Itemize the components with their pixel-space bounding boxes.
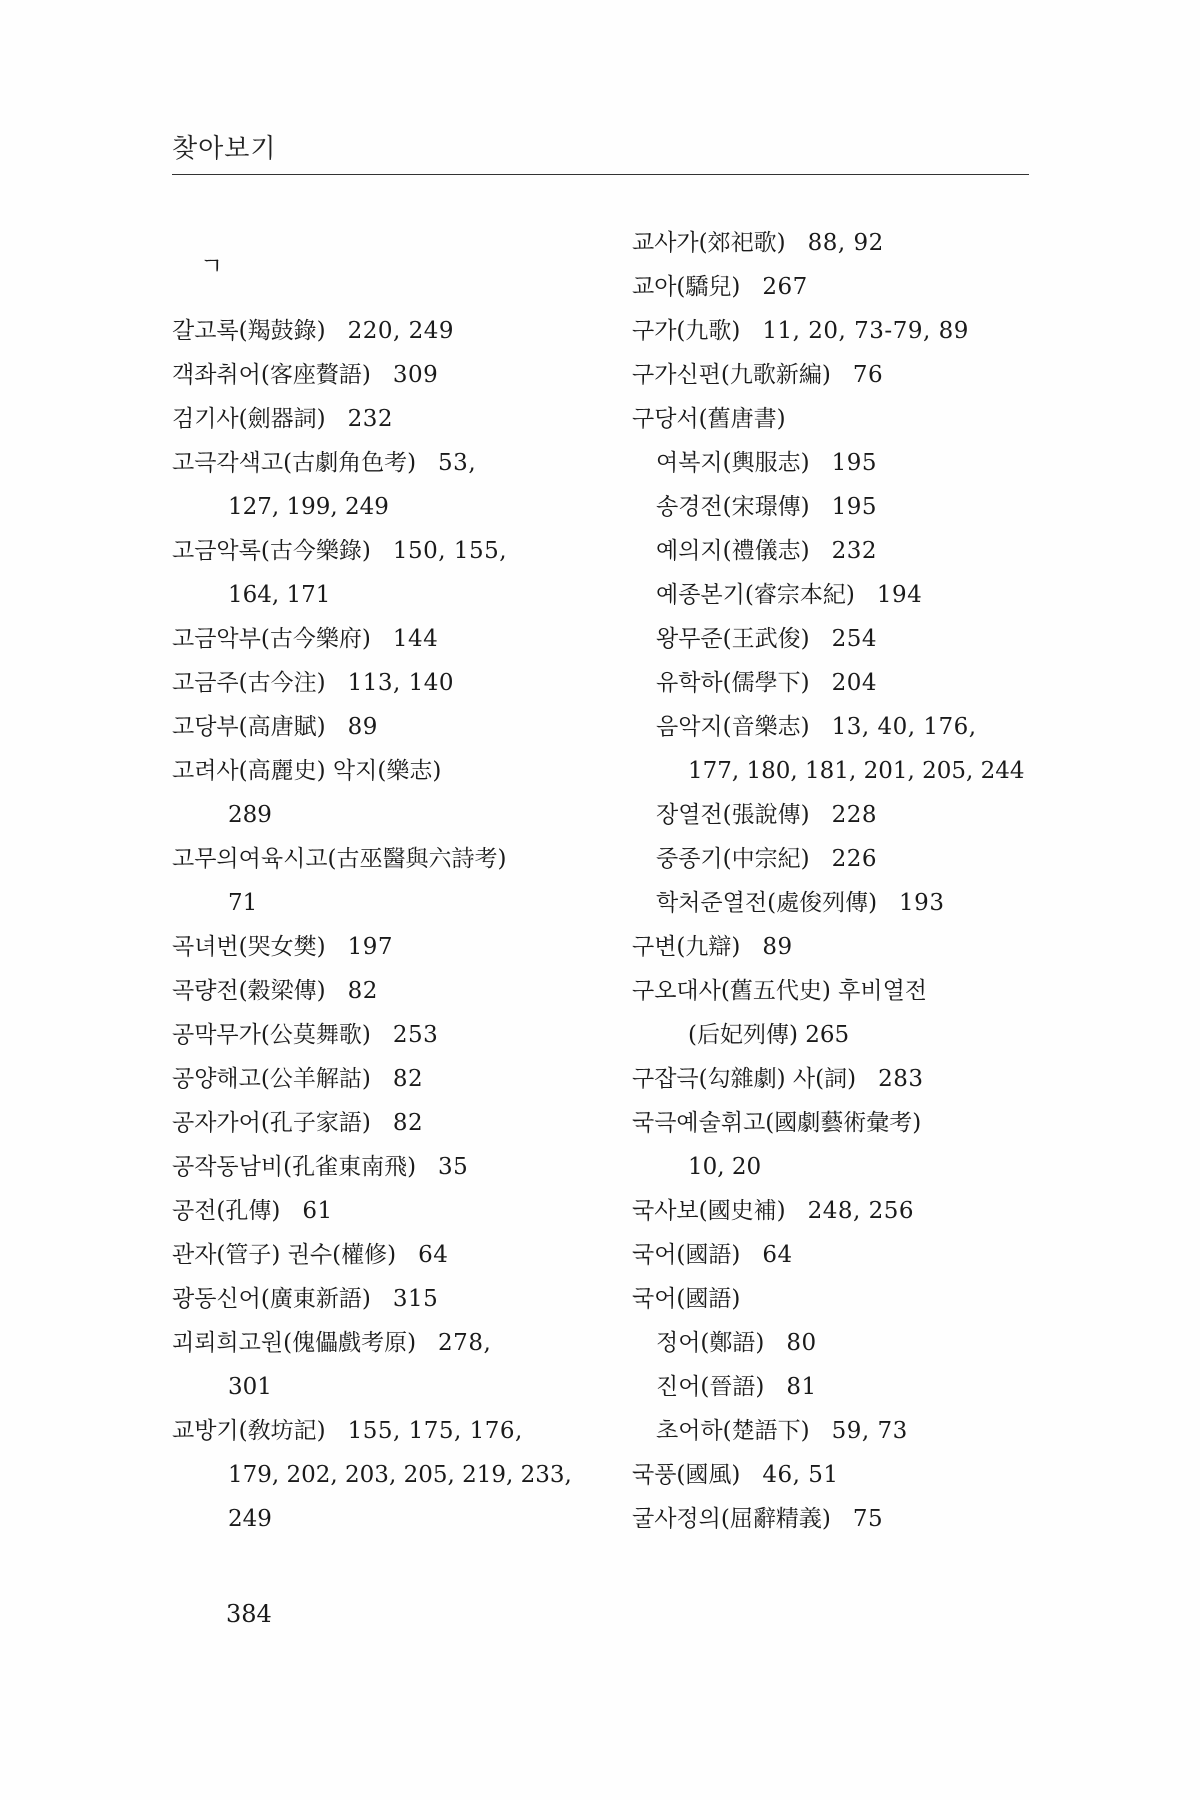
index-entry bbox=[632, 1365, 1052, 1409]
index-term: 구가(九歌) bbox=[632, 318, 741, 344]
index-page-refs: 309 bbox=[392, 362, 439, 388]
index-term: 괴뢰희고원(傀儡戲考原) bbox=[172, 1330, 417, 1356]
index-continuation: 164, 171 bbox=[228, 582, 331, 608]
index-entry bbox=[172, 1189, 592, 1233]
index-page-refs: 228 bbox=[831, 802, 878, 828]
index-page-refs: 59, 73 bbox=[831, 1418, 908, 1444]
index-subterm: 왕무준(王武俊) bbox=[656, 626, 810, 652]
index-entry bbox=[172, 925, 592, 969]
index-page-refs: 226 bbox=[831, 846, 878, 872]
index-subterm: 유학하(儒學下) bbox=[656, 670, 810, 696]
index-page-refs: 283 bbox=[878, 1066, 924, 1092]
index-continuation: 71 bbox=[228, 890, 258, 916]
index-page-refs: 13, 40, 176, bbox=[831, 714, 977, 740]
index-page-refs: 11, 20, 73-79, 89 bbox=[762, 318, 969, 344]
index-term: 국풍(國風) bbox=[632, 1462, 741, 1488]
index-entry bbox=[632, 617, 1052, 661]
index-entry bbox=[632, 529, 1052, 573]
index-page-refs: 53, bbox=[438, 450, 477, 476]
index-term: 공양해고(公羊解詁) bbox=[172, 1066, 371, 1092]
index-subterm: 장열전(張說傳) bbox=[656, 802, 810, 828]
index-entry bbox=[632, 485, 1052, 529]
index-term: 구오대사(舊五代史) 후비열전 bbox=[632, 978, 928, 1004]
index-page-refs: 220, 249 bbox=[347, 318, 455, 344]
index-page-refs: 194 bbox=[876, 582, 923, 608]
index-page-refs: 232 bbox=[347, 406, 394, 432]
index-continuation: 289 bbox=[228, 802, 272, 828]
index-term: 공막무가(公莫舞歌) bbox=[172, 1022, 371, 1048]
index-term: 구당서(舊唐書) bbox=[632, 406, 786, 432]
index-term: 객좌취어(客座贅語) bbox=[172, 362, 371, 388]
index-entry bbox=[632, 969, 1052, 1013]
index-entry bbox=[172, 441, 592, 485]
index-subterm: 예의지(禮儀志) bbox=[656, 538, 810, 564]
index-page-refs: 61 bbox=[302, 1198, 333, 1224]
index-continuation: 249 bbox=[228, 1506, 272, 1532]
index-entry bbox=[632, 309, 1052, 353]
index-term: 갈고록(羯鼓錄) bbox=[172, 318, 326, 344]
index-entry bbox=[172, 397, 592, 441]
index-term: 고금주(古今注) bbox=[172, 670, 326, 696]
index-term: 곡량전(穀梁傳) bbox=[172, 978, 326, 1004]
index-entry bbox=[632, 1013, 1052, 1057]
index-entry bbox=[632, 661, 1052, 705]
index-page-refs: 315 bbox=[392, 1286, 439, 1312]
index-entry bbox=[172, 1145, 592, 1189]
index-continuation: 301 bbox=[228, 1374, 272, 1400]
index-page-refs: 64 bbox=[418, 1242, 449, 1268]
index-entry bbox=[172, 749, 592, 793]
index-entry bbox=[632, 265, 1052, 309]
index-entry bbox=[172, 1013, 592, 1057]
index-entry bbox=[632, 837, 1052, 881]
index-term: 국극예술휘고(國劇藝術彙考) bbox=[632, 1110, 922, 1136]
index-term: 굴사정의(屈辭精義) bbox=[632, 1506, 831, 1532]
index-term: 공작동남비(孔雀東南飛) bbox=[172, 1154, 417, 1180]
index-entry bbox=[172, 1365, 592, 1409]
index-entry bbox=[172, 881, 592, 925]
index-term: 교방기(敎坊記) bbox=[172, 1418, 326, 1444]
index-page-refs: 155, 175, 176, bbox=[347, 1418, 523, 1444]
index-entry bbox=[632, 573, 1052, 617]
index-term: 곡녀번(哭女樊) bbox=[172, 934, 326, 960]
index-entry bbox=[172, 617, 592, 661]
index-entry bbox=[172, 1409, 592, 1453]
index-entry bbox=[172, 661, 592, 705]
index-page-refs: 89 bbox=[762, 934, 793, 960]
index-page-refs: 278, bbox=[438, 1330, 492, 1356]
index-page-refs: 82 bbox=[392, 1066, 424, 1092]
index-subterm: 정어(鄭語) bbox=[656, 1330, 765, 1356]
page-number: 384 bbox=[226, 1600, 272, 1628]
index-page-refs: 193 bbox=[899, 890, 945, 916]
index-page-refs: 75 bbox=[852, 1506, 884, 1532]
index-entry bbox=[172, 309, 592, 353]
index-term: 고당부(高唐賦) bbox=[172, 714, 326, 740]
index-entry bbox=[632, 441, 1052, 485]
index-term: 고금악록(古今樂錄) bbox=[172, 538, 371, 564]
index-entry bbox=[632, 1145, 1052, 1189]
index-page-refs: 197 bbox=[347, 934, 394, 960]
index-entry bbox=[172, 1321, 592, 1365]
index-entry bbox=[632, 353, 1052, 397]
index-entry bbox=[172, 705, 592, 749]
index-entry bbox=[632, 1409, 1052, 1453]
index-continuation: (后妃列傳) 265 bbox=[688, 1022, 850, 1048]
index-subterm: 예종본기(睿宗本紀) bbox=[656, 582, 855, 608]
index-term: 고무의여육시고(古巫醫與六詩考) bbox=[172, 846, 507, 872]
index-term: 공전(孔傳) bbox=[172, 1198, 281, 1224]
index-entry bbox=[632, 881, 1052, 925]
page-header-title: 찾아보기 bbox=[172, 134, 277, 164]
index-entry bbox=[172, 529, 592, 573]
index-term: 고금악부(古今樂府) bbox=[172, 626, 371, 652]
index-term: 국어(國語) bbox=[632, 1286, 741, 1312]
index-entry bbox=[172, 1277, 592, 1321]
index-term: 관자(管子) 권수(權修) bbox=[172, 1242, 397, 1268]
index-entry bbox=[172, 1101, 592, 1145]
index-subterm: 진어(晉語) bbox=[656, 1374, 765, 1400]
index-subterm: 중종기(中宗紀) bbox=[656, 846, 810, 872]
index-term: 구잡극(勾雜劇) 사(詞) bbox=[632, 1066, 857, 1092]
index-page-refs: 46, 51 bbox=[762, 1462, 839, 1488]
index-page-refs: 253 bbox=[392, 1022, 439, 1048]
index-page-refs: 144 bbox=[392, 626, 439, 652]
index-subterm: 학처준열전(處俊列傳) bbox=[656, 890, 878, 916]
index-page-refs: 195 bbox=[831, 450, 878, 476]
index-entry bbox=[632, 793, 1052, 837]
index-term: 구가신편(九歌新編) bbox=[632, 362, 831, 388]
index-term: 검기사(劍器詞) bbox=[172, 406, 326, 432]
index-page-refs: 150, 155, bbox=[392, 538, 508, 564]
index-entry bbox=[632, 1233, 1052, 1277]
index-entry bbox=[632, 1101, 1052, 1145]
index-entry bbox=[172, 353, 592, 397]
index-entry bbox=[172, 793, 592, 837]
index-page-refs: 80 bbox=[786, 1330, 817, 1356]
index-term: 구변(九辯) bbox=[632, 934, 741, 960]
index-entry bbox=[172, 573, 592, 617]
index-entry bbox=[172, 969, 592, 1013]
index-column-right bbox=[632, 221, 1052, 1541]
index-page-refs: 35 bbox=[438, 1154, 469, 1180]
index-term: 광동신어(廣東新語) bbox=[172, 1286, 371, 1312]
index-subterm: 여복지(輿服志) bbox=[656, 450, 810, 476]
index-entry bbox=[632, 1277, 1052, 1321]
index-page-refs: 81 bbox=[786, 1374, 817, 1400]
index-entry bbox=[632, 221, 1052, 265]
index-continuation: 127, 199, 249 bbox=[228, 494, 389, 520]
index-term: 국사보(國史補) bbox=[632, 1198, 786, 1224]
index-term: 고극각색고(古劇角色考) bbox=[172, 450, 417, 476]
index-entry bbox=[632, 1453, 1052, 1497]
index-page-refs: 82 bbox=[347, 978, 378, 1004]
index-term: 교사가(郊祀歌) bbox=[632, 230, 786, 256]
index-term: 고려사(高麗史) 악지(樂志) bbox=[172, 758, 442, 784]
header-divider bbox=[172, 174, 1029, 175]
index-entry bbox=[172, 1497, 592, 1541]
index-entry bbox=[632, 705, 1052, 749]
index-entry bbox=[172, 1453, 592, 1497]
index-page-refs: 248, 256 bbox=[807, 1198, 915, 1224]
index-subterm: 송경전(宋璟傳) bbox=[656, 494, 810, 520]
index-entry bbox=[632, 1057, 1052, 1101]
index-page-refs: 89 bbox=[347, 714, 378, 740]
index-page-refs: 232 bbox=[831, 538, 878, 564]
index-page-refs: 195 bbox=[831, 494, 878, 520]
index-page-refs: 204 bbox=[831, 670, 878, 696]
index-column-left bbox=[172, 309, 592, 1541]
index-entry bbox=[632, 925, 1052, 969]
index-entry bbox=[172, 1233, 592, 1277]
index-page-refs: 267 bbox=[762, 274, 808, 300]
index-continuation: 179, 202, 203, 205, 219, 233, bbox=[228, 1462, 572, 1488]
index-subterm: 초어하(楚語下) bbox=[656, 1418, 810, 1444]
index-term: 국어(國語) bbox=[632, 1242, 741, 1268]
index-page-refs: 82 bbox=[392, 1110, 424, 1136]
index-page-refs: 76 bbox=[852, 362, 884, 388]
index-page-refs: 254 bbox=[831, 626, 878, 652]
index-entry bbox=[632, 1321, 1052, 1365]
index-continuation: 10, 20 bbox=[688, 1154, 762, 1180]
index-entry bbox=[632, 397, 1052, 441]
index-entry bbox=[632, 1497, 1052, 1541]
index-continuation: 177, 180, 181, 201, 205, 244 bbox=[688, 758, 1025, 784]
index-page-refs: 113, 140 bbox=[347, 670, 455, 696]
index-entry bbox=[172, 837, 592, 881]
index-entry bbox=[172, 1057, 592, 1101]
index-subterm: 음악지(音樂志) bbox=[656, 714, 810, 740]
index-entry bbox=[172, 485, 592, 529]
index-entry bbox=[632, 749, 1052, 793]
index-term: 교아(驕兒) bbox=[632, 274, 741, 300]
index-entry bbox=[632, 1189, 1052, 1233]
index-page-refs: 64 bbox=[762, 1242, 793, 1268]
index-page-refs: 88, 92 bbox=[807, 230, 884, 256]
index-term: 공자가어(孔子家語) bbox=[172, 1110, 371, 1136]
section-letter: ㄱ bbox=[200, 252, 224, 280]
